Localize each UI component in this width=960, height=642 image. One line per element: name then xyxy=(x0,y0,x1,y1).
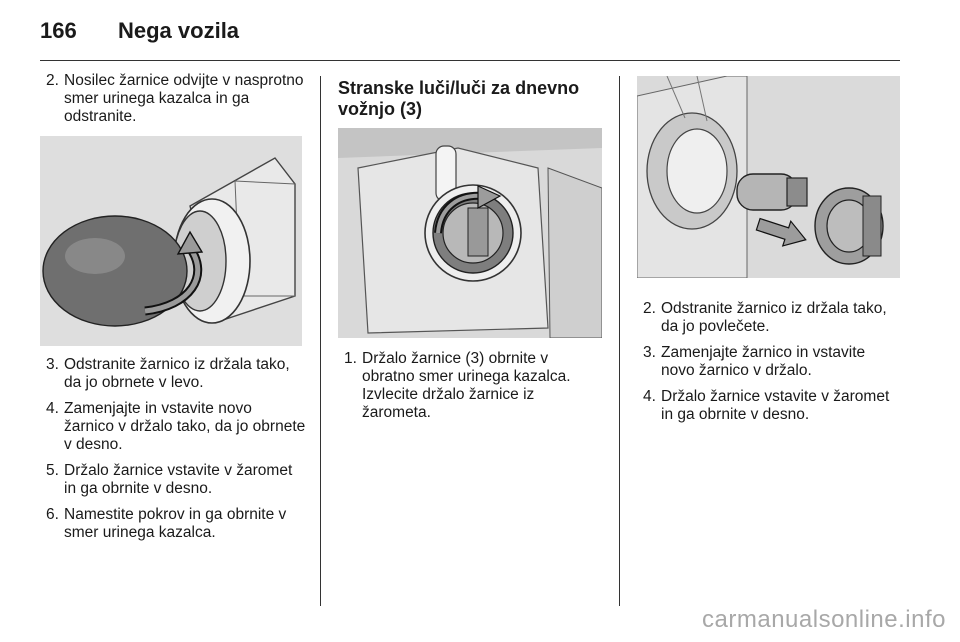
bulb-removal-illustration xyxy=(637,76,900,278)
steps-list-bottom xyxy=(40,356,306,542)
step-number: 1. xyxy=(344,350,357,367)
list-item xyxy=(40,72,306,126)
list-item xyxy=(637,344,903,380)
list-item xyxy=(40,400,306,454)
column-divider xyxy=(619,76,620,606)
headlamp-holder-icon xyxy=(338,128,602,338)
list-item xyxy=(637,300,903,336)
step-number: 5. xyxy=(46,462,59,479)
bulb-removal-icon xyxy=(637,76,900,278)
middle-column-lower xyxy=(338,350,604,430)
steps-list xyxy=(637,300,903,424)
step-number: 2. xyxy=(46,72,59,89)
step-text: Zamenjajte žarnico in vstavite novo žarnico v držalo. xyxy=(661,344,866,379)
left-column xyxy=(40,72,306,134)
list-item xyxy=(637,388,903,424)
left-column-lower xyxy=(40,356,306,550)
step-text: Držalo žarnice (3) obrnite v obratno smer urinega kazalca. Izvlecite držalo žarnice iz žarometa. xyxy=(362,350,571,421)
step-text: Držalo žarnice vstavite v žaromet in ga obrnite v desno. xyxy=(661,388,890,423)
bulb-holder-icon xyxy=(40,136,302,346)
step-number: 3. xyxy=(643,344,656,361)
step-text: Odstranite žarnico iz držala tako, da jo povlečete. xyxy=(661,300,887,335)
step-number: 4. xyxy=(46,400,59,417)
step-number: 4. xyxy=(643,388,656,405)
list-item xyxy=(40,506,306,542)
step-number: 2. xyxy=(643,300,656,317)
list-item xyxy=(40,462,306,498)
list-item xyxy=(338,350,604,422)
page-number: 166 xyxy=(40,18,77,43)
right-column xyxy=(637,300,903,432)
page-title: Nega vozila xyxy=(118,18,240,43)
step-text: Namestite pokrov in ga obrnite v smer urinega kazalca. xyxy=(64,506,287,541)
header-divider xyxy=(40,60,900,61)
middle-column xyxy=(338,72,604,130)
bulb-holder-rotate-illustration xyxy=(40,136,302,346)
headlamp-holder-rotate-illustration xyxy=(338,128,602,338)
steps-list-top xyxy=(40,72,306,126)
steps-list xyxy=(338,350,604,422)
step-number: 6. xyxy=(46,506,59,523)
section-title: Stranske luči/luči za dnevno vožnjo (3) xyxy=(338,78,580,119)
watermark: carmanualsonline.info xyxy=(702,606,946,633)
step-text: Zamenjajte in vstavite novo žarnico v držalo tako, da jo obrnete v desno. xyxy=(64,400,306,453)
step-number: 3. xyxy=(46,356,59,373)
list-item xyxy=(40,356,306,392)
step-text: Odstranite žarnico iz držala tako, da jo obrnete v levo. xyxy=(64,356,290,391)
step-text: Držalo žarnice vstavite v žaromet in ga obrnite v desno. xyxy=(64,462,293,497)
step-text: Nosilec žarnice odvijte v nasprotno smer urinega kazalca in ga odstranite. xyxy=(64,72,304,125)
column-divider xyxy=(320,76,321,606)
